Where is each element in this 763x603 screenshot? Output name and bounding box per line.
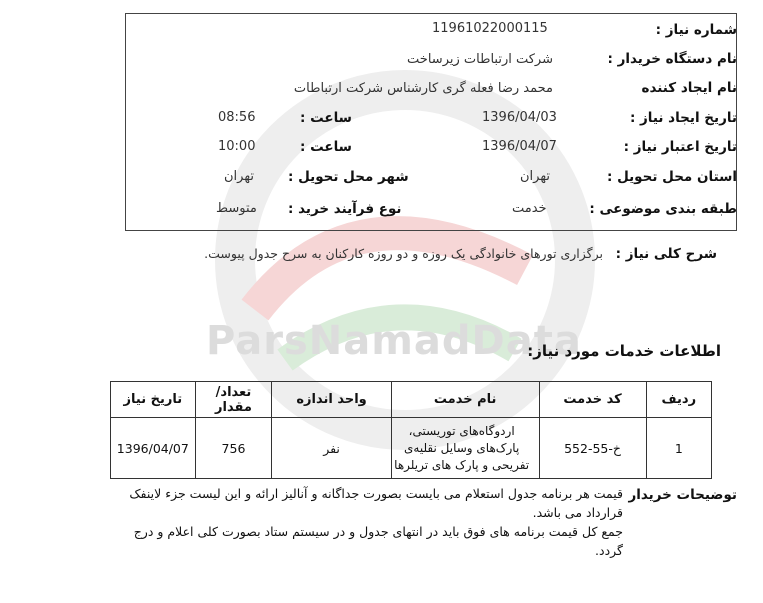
valid-date-label: تاریخ اعتبار نیاز : bbox=[623, 139, 737, 155]
col-header-row: ردیف bbox=[646, 382, 711, 418]
cell-qty: 756 bbox=[195, 418, 272, 479]
created-time-label: ساعت : bbox=[300, 110, 352, 126]
description-label: شرح کلی نیاز : bbox=[615, 246, 717, 262]
need-number-value: 11961022000115 bbox=[432, 21, 548, 36]
created-time-value: 08:56 bbox=[218, 110, 256, 125]
creator-value: محمد رضا فعله گری کارشناس شرکت ارتباطات bbox=[293, 81, 553, 96]
valid-date-value: 1396/04/07 bbox=[482, 139, 557, 154]
buyer-note-line: قرارداد می باشد. bbox=[532, 505, 623, 520]
watermark-text: ParsNamadData bbox=[206, 318, 582, 364]
service-name-line: تفریحی و پارک های تریلرها bbox=[394, 457, 530, 472]
buyer-note-line: قیمت هر برنامه جدول استعلام می بایست بصورت جداگانه و آنالیز ارائه و این لیست جزء لاینفک bbox=[129, 486, 623, 501]
creator-label: نام ایجاد کننده bbox=[641, 80, 737, 96]
buyer-note-line: گردد. bbox=[595, 543, 623, 558]
delivery-city-label: شهر محل تحویل : bbox=[288, 169, 409, 185]
created-date-value: 1396/04/03 bbox=[482, 110, 557, 125]
services-table bbox=[110, 381, 712, 479]
buyer-org-label: نام دستگاه خریدار : bbox=[607, 51, 737, 67]
delivery-province-value: تهران bbox=[520, 169, 550, 184]
col-header-code: کد خدمت bbox=[539, 382, 646, 418]
cell-code: خ-55-552 bbox=[539, 418, 646, 479]
created-date-label: تاریخ ایجاد نیاز : bbox=[629, 110, 737, 126]
services-title: اطلاعات خدمات مورد نیاز: bbox=[527, 342, 721, 360]
category-label: طبقه بندی موضوعی : bbox=[589, 201, 737, 217]
table-row bbox=[111, 418, 712, 479]
col-header-qty: تعداد/ مقدار bbox=[195, 382, 272, 418]
category-value: خدمت bbox=[512, 201, 547, 216]
service-name-line: اردوگاه‌های توریستی، bbox=[408, 423, 515, 438]
table-header-row bbox=[111, 382, 712, 418]
need-number-label: شماره نیاز : bbox=[655, 22, 737, 38]
cell-name bbox=[391, 418, 539, 479]
col-header-date: تاریخ نیاز bbox=[111, 382, 196, 418]
process-value: متوسط bbox=[216, 201, 257, 216]
buyer-notes-label: توضیحات خریدار bbox=[628, 487, 737, 503]
description-value: برگزاری تورهای خانوادگی یک روزه و دو روزه کارکنان به سرح جدول پیوست. bbox=[204, 246, 603, 261]
buyer-notes-text bbox=[129, 484, 623, 560]
col-header-name: نام خدمت bbox=[391, 382, 539, 418]
delivery-province-label: استان محل تحویل : bbox=[606, 169, 737, 185]
delivery-city-value: تهران bbox=[224, 169, 254, 184]
cell-unit: نفر bbox=[272, 418, 392, 479]
valid-time-label: ساعت : bbox=[300, 139, 352, 155]
service-name-line: پارک‌های وسایل نقلیه‌ی bbox=[404, 440, 520, 455]
buyer-note-line: جمع کل قیمت برنامه های فوق باید در انتهای جدول و در سیستم ستاد بصورت کلی اعلام و درج bbox=[133, 524, 623, 539]
cell-date: 1396/04/07 bbox=[111, 418, 196, 479]
buyer-org-value: شرکت ارتباطات زیرساخت bbox=[407, 52, 553, 67]
col-header-unit: واحد اندازه bbox=[272, 382, 392, 418]
cell-row: 1 bbox=[646, 418, 711, 479]
valid-time-value: 10:00 bbox=[218, 139, 256, 154]
process-label: نوع فرآیند خرید : bbox=[288, 201, 402, 217]
